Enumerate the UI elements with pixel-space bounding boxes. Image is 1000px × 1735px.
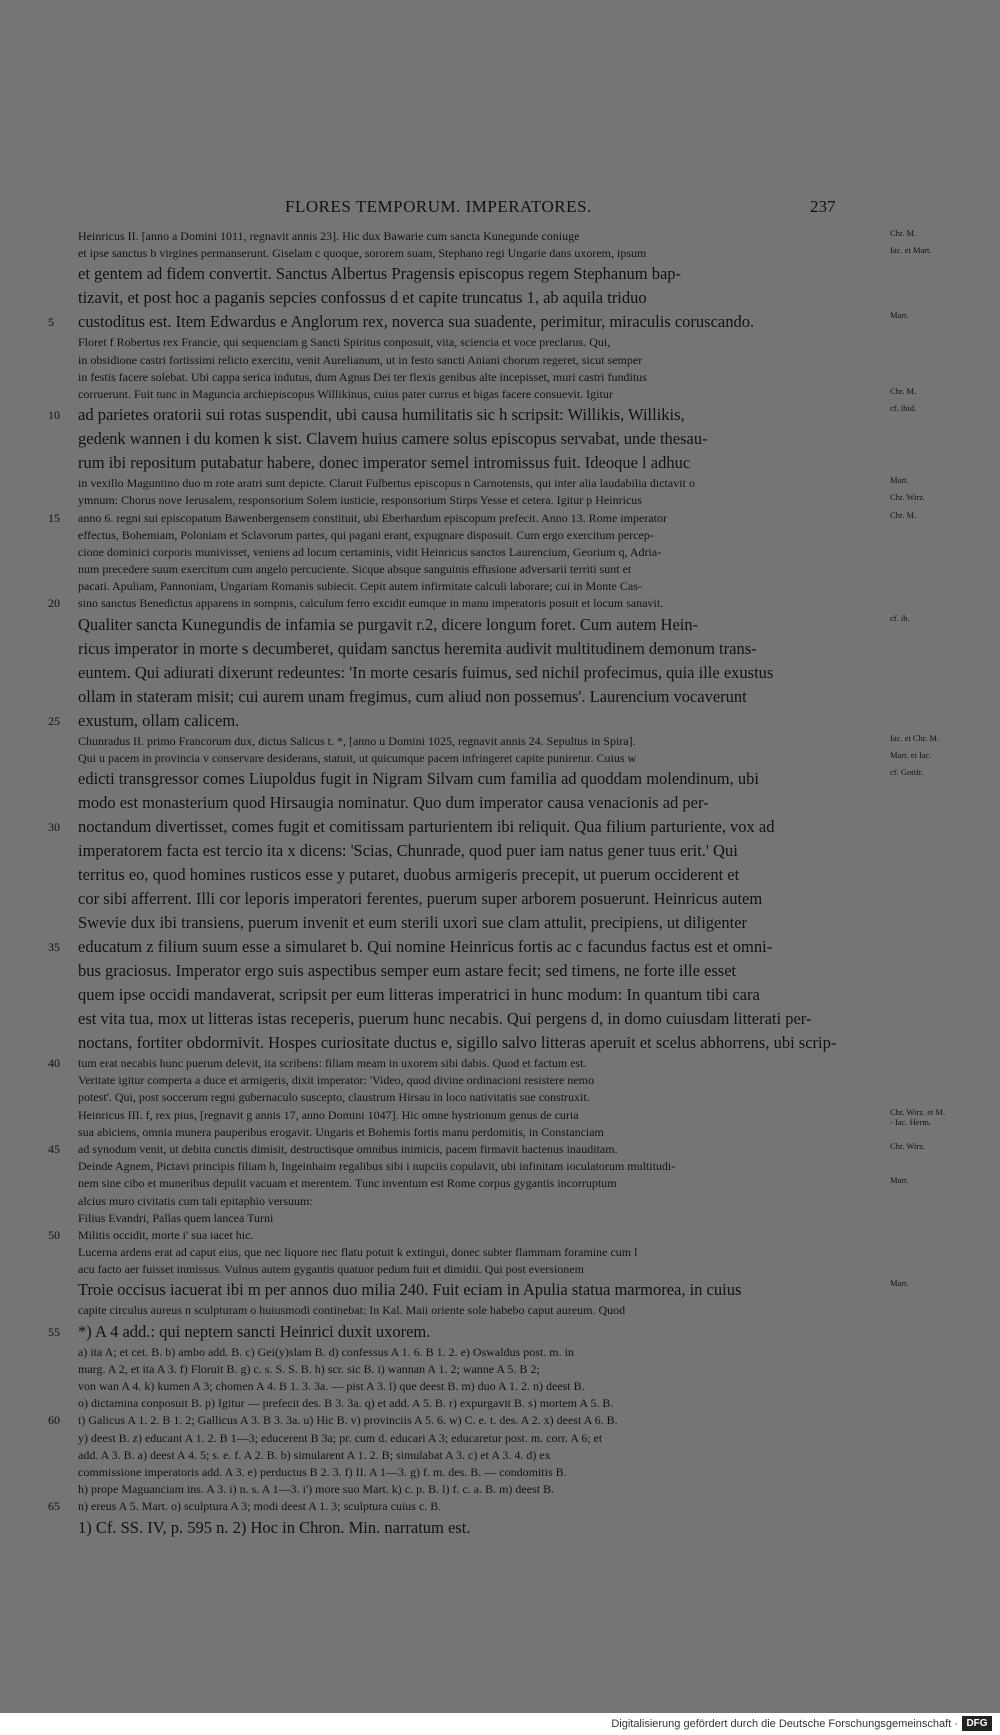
line-text: cor sibi afferrent. Illi cor leporis imperatori ferentes, puerum super arborem posuerunt. Heinricus autem xyxy=(78,889,763,908)
text-line xyxy=(48,510,948,527)
line-text: ad synodum venit, ut debita cunctis dimisit, destructisque omnibus inimicis, pacem firmavit hactenus inauditam. xyxy=(78,1141,618,1156)
line-text: in festis facere solebat. Ubi cappa serica indutus, dum Agnus Dei ter flexis genibus alte incepisset, muri castri funditus xyxy=(78,369,647,384)
text-line xyxy=(48,403,948,427)
line-text: ymnum: Chorus nove Ierusalem, responsorium Solem iusticie, responsorium Stirps Yesse et cetera. Igitur p Heinricus xyxy=(78,493,642,508)
text-line xyxy=(48,1089,948,1106)
line-number: 55 xyxy=(48,1324,60,1339)
margin-note: Iac. et Mart. xyxy=(890,245,932,256)
text-line xyxy=(48,245,948,262)
text-line xyxy=(48,427,948,451)
text-line xyxy=(48,935,948,959)
line-text: ricus imperator in morte s decumberet, quidam sanctus heremita audivit multitudinem demonum trans- xyxy=(78,638,757,658)
line-text: marg. A 2, et ita A 3. f) Floruit B. g) c. s. S. S. B. h) scr. sic B. i) wannan A 1. 2; wanne A 5. B 2; xyxy=(78,1361,540,1376)
margin-note: Mart. xyxy=(890,1278,909,1289)
text-line xyxy=(48,310,948,334)
line-text: t) Galicus A 1. 2. B 1. 2; Gallicus A 3. B 3. 3a. u) Hic B. v) provinciis A 5. 6. w) C. e. t. des. A 2. x) deest A 6. B. xyxy=(78,1413,618,1428)
text-line xyxy=(48,527,948,544)
margin-note: cf. Gotifr. xyxy=(890,767,924,777)
text-line xyxy=(48,1278,948,1302)
line-text: est vita tua, mox ut litteras istas receperis, puerum hunc necabis. Qui pergens d, in domo cuiusdam litterati per- xyxy=(78,1009,812,1028)
line-text: educatum z filium suum esse a simularet b. Qui nomine Heinricus fortis ac c facundus factus est et omni- xyxy=(78,937,773,956)
text-line xyxy=(48,733,948,750)
line-number: 10 xyxy=(48,408,60,423)
text-line xyxy=(48,595,948,612)
text-line xyxy=(48,791,948,815)
line-number: 5 xyxy=(48,315,54,330)
text-line xyxy=(48,286,948,310)
line-text: potest'. Qui, post soccerum regni gubernaculo suscepto, claustrum Hirsau in loco nativitatis sue construxit. xyxy=(78,1090,590,1105)
line-number: 20 xyxy=(48,596,60,611)
text-line xyxy=(48,334,948,351)
line-number: 15 xyxy=(48,510,60,525)
line-text: Swevie dux ibi transiens, puerum invenit et eum sterili uxori sue clam attulit, precipiens, ut diligenter xyxy=(78,913,748,932)
text-line xyxy=(48,767,948,791)
line-text: Filius Evandri, Pallas quem lancea Turni xyxy=(78,1210,274,1225)
line-text: Veritate igitur comperta a duce et armigeris, dixit imperator: 'Video, quod divine ordinacioni resistere nemo xyxy=(78,1073,594,1088)
line-text: num precedere suum exercitum cum angelo percuciente. Sicque absque sanguinis effusione adversarii territi sunt et xyxy=(78,562,632,577)
text-line xyxy=(48,815,948,839)
text-line xyxy=(48,1007,948,1031)
text-line xyxy=(48,1447,948,1464)
text-line xyxy=(48,1302,948,1319)
line-text: imperatorem facta est tercio ita x dicens: 'Scias, Chunrade, quod puer iam natus gener tuus erit.' Qui xyxy=(78,841,738,860)
line-text: tizavit, et post hoc a paganis sepcies confossus d et capite truncatus 1, ab aquila triduo xyxy=(78,288,647,308)
line-text: Qui u pacem in provincia v conservare desiderans, statuit, ut quicumque pacem infringeret capite puniretur. Cuius w xyxy=(78,750,637,765)
text-line xyxy=(48,369,948,386)
line-text: et ipse sanctus b virgines permanserunt. Giselam c quoque, sororem suam, Stephano regi Ungarie dans uxorem, ipsum xyxy=(78,246,647,261)
line-text: gedenk wannen i du komen k sist. Clavem huius camere solus episcopus servabat, unde thesau- xyxy=(78,429,708,449)
line-text: add. A 3. B. a) deest A 4. 5; s. e. f. A 2. B. b) simularent A 1. 2. B; simulabat A 3. c) et A 3. 4. d) ex xyxy=(78,1447,551,1462)
line-text: pacati. Apuliam, Pannoniam, Ungariam Romanis subiecit. Cepit autem infirmitate calculi laborare; cui in Monte Cas- xyxy=(78,579,642,594)
text-line xyxy=(48,863,948,887)
line-number: 60 xyxy=(48,1413,60,1428)
text-line xyxy=(48,1193,948,1210)
line-text: ollam in stateram misit; cui aurem unam fregimus, cum aliud non possemus'. Laurencium vocaverunt xyxy=(78,686,747,706)
text-line xyxy=(48,475,948,492)
text-line xyxy=(48,1124,948,1141)
line-text: corruerunt. Fuit tunc in Maguncia archiepiscopus Willikinus, cuius pater currus et bigas facere consuevit. Igitur xyxy=(78,386,613,401)
line-text: o) dictamina conposuit B. p) Igitur — prefecit des. B 3. 3a. q) et add. A 5. B. r) expurgavit B. s) mortem A 5. B. xyxy=(78,1396,614,1411)
text-line xyxy=(48,1175,948,1192)
line-text: a) ita A; et cet. B. b) ambo add. B. c) Gei(y)slam B. d) confessus A 1. 6. B 1. 2. e) Oswaldus post. m. in xyxy=(78,1344,574,1359)
text-line xyxy=(48,1210,948,1227)
text-line xyxy=(48,544,948,561)
text-line xyxy=(48,1430,948,1447)
line-text: cione dominici corporis munivisset, veniens ad locum certaminis, vidit Heinricus sanctos Laurencium, Georium q, Adria- xyxy=(78,544,662,559)
text-line xyxy=(48,1481,948,1498)
text-line xyxy=(48,1141,948,1158)
line-text: y) deest B. z) educant A 1. 2. B 1—3; educerent B 3a; pr. cum d. educari A 3; educaretur post. m. corr. A 6; et xyxy=(78,1430,603,1445)
line-text: exustum, ollam calicem. xyxy=(78,710,240,730)
line-text: custoditus est. Item Edwardus e Anglorum rex, noverca sua suadente, perimitur, miraculis coruscando. xyxy=(78,312,755,332)
line-text: in vexillo Maguntino duo m rote aratri sunt depicte. Claruit Fulbertus episcopus n Carnotensis, qui inter alia laudabilia dictavit o xyxy=(78,476,695,491)
text-line xyxy=(48,983,948,1007)
line-text: Chunradus II. primo Francorum dux, dictus Salicus t. *, [anno u Domini 1025, regnavit annis 24. Sepultus in Spira]. xyxy=(78,733,636,748)
line-text: tum erat necabis hunc puerum delevit, ita scribens: filiam meam in uxorem sibi dabis. Quod et factum est. xyxy=(78,1056,587,1070)
text-line xyxy=(48,613,948,637)
text-line xyxy=(48,1106,948,1127)
text-line xyxy=(48,1072,948,1089)
text-line xyxy=(48,1261,948,1278)
line-text: Qualiter sancta Kunegundis de infamia se purgavit r.2, dicere longum foret. Cum autem Hein- xyxy=(78,614,699,634)
text-line xyxy=(48,1361,948,1378)
text-line xyxy=(48,451,948,475)
line-text: h) prope Maguanciam ins. A 3. i) n. s. A 1—3. i') more suo Mart. k) c. p. B. l) f. c. a. B. m) deest B. xyxy=(78,1482,555,1497)
text-line xyxy=(48,1395,948,1412)
margin-note: Chr. Wirz. xyxy=(890,492,926,503)
text-line xyxy=(48,1412,948,1429)
text-line xyxy=(48,1378,948,1395)
digitization-credit: Digitalisierung gefördert durch die Deutsche Forschungsgemeinschaft · xyxy=(611,1718,958,1730)
text-line xyxy=(48,709,948,733)
line-text: in obsidione castri fortissimi relicto exercitu, venit Aurelianum, ut in festo sancti Aniani chorum regeret, sicut semper xyxy=(78,352,643,367)
line-text: euntem. Qui adiurati dixerunt redeuntes: 'In morte cesaris fuimus, sed nichil profecimus, quia ille exustus xyxy=(78,662,774,682)
text-line xyxy=(48,1320,948,1344)
text-line xyxy=(48,386,948,403)
margin-note: Chr. M. xyxy=(890,509,917,520)
line-text: Heinricus III. f, rex pius, [regnavit g annis 17, anno Domini 1047]. Hic omne hystrionum genus de curia xyxy=(78,1107,579,1122)
line-text: anno 6. regni sui episcopatum Bawenbergensem constituit, ubi Eberhardum episcopum prefecit. Anno 13. Rome imperator xyxy=(78,510,667,525)
line-number: 30 xyxy=(48,820,60,834)
text-line xyxy=(48,1516,948,1540)
line-text: Lucerna ardens erat ad caput eius, que nec liquore nec flatu potuit k extingui, donec subter flammam foramine cum l xyxy=(78,1245,638,1260)
line-text: noctans, fortiter obdormivit. Hospes curiositate ductus e, sigillo salvo litteras aperuit et scelus abhorrens, ubi scrip- xyxy=(78,1033,837,1052)
footer-bar xyxy=(0,1713,1000,1735)
line-text: sino sanctus Benedictus apparens in sompnis, calculum ferro excidit eumque in manu imperatoris posuit et locum sanavit. xyxy=(78,596,664,611)
line-text: sua abiciens, omnia munera pauperibus erogavit. Ungaris et Bohemis fortis manu perdomitis, in Constanciam xyxy=(78,1124,604,1139)
line-text: acu facto aer fuisset inmissus. Vulnus autem gygantis quatuor pedum fuit et dimidii. Qui post eversionem xyxy=(78,1262,584,1277)
margin-note: Chr. M. xyxy=(890,228,917,238)
margin-note: cf. ib. xyxy=(890,612,910,623)
margin-note: Mart. et Iac. xyxy=(890,749,932,760)
text-line xyxy=(48,1158,948,1175)
line-text: alcius muro civitatis cum tali epitaphio versuum: xyxy=(78,1193,313,1208)
line-text: edicti transgressor comes Liupoldus fugit in Nigram Silvam cum familia ad quoddam molendinum, ubi xyxy=(78,769,759,788)
line-text: nem sine cibo et muneribus depulit vacuam et merentem. Tunc inventum est Rome corpus gygantis incorruptum xyxy=(78,1176,617,1191)
line-number: 40 xyxy=(48,1056,60,1070)
text-line xyxy=(48,911,948,935)
text-line xyxy=(48,1498,948,1515)
margin-note: Chr. Wirz. et M. - Iac. Herm. xyxy=(890,1106,946,1127)
text-line xyxy=(48,1031,948,1055)
line-text: territus eo, quod homines rusticos esse y putaret, duobus armigeris precepit, ut puerum occiderent et xyxy=(78,865,740,884)
line-number: 25 xyxy=(48,713,60,728)
line-text: modo est monasterium quod Hirsaugia nominatur. Quo dum imperator causa venacionis ad per- xyxy=(78,793,709,812)
text-body xyxy=(48,228,948,1540)
line-number: 35 xyxy=(48,940,60,954)
margin-note: Mart. xyxy=(890,310,909,321)
text-line xyxy=(48,750,948,767)
text-line xyxy=(48,661,948,685)
margin-note: Chr. M. xyxy=(890,385,917,396)
line-number: 50 xyxy=(48,1227,60,1242)
line-text: noctandum divertisset, comes fugit et comitissam parturientem ibi reliquit. Qua filium parturiente, vox ad xyxy=(78,817,775,836)
line-text: Deinde Agnem, Pictavi principis filiam h, Ingeinhaim regalibus sibi i nupciis copulavit, ubi infinitam ioculatorum multitudi- xyxy=(78,1159,676,1174)
page-number: 237 xyxy=(810,197,836,216)
line-number: 45 xyxy=(48,1141,60,1156)
text-line xyxy=(48,561,948,578)
margin-note: Iac. et Chr. M. xyxy=(890,732,940,743)
margin-note: Mart. xyxy=(890,1175,909,1186)
line-text: ad parietes oratorii sui rotas suspendit, ubi causa humilitatis sic h scripsit: Willikis, Willikis, xyxy=(78,405,685,425)
text-line xyxy=(48,492,948,509)
text-line xyxy=(48,228,948,245)
line-text: Troie occisus iacuerat ibi m per annos duo milia 240. Fuit eciam in Apulia statua marmorea, in cuius xyxy=(78,1280,742,1300)
text-line xyxy=(48,839,948,863)
line-text: 1) Cf. SS. IV, p. 595 n. 2) Hoc in Chron. Min. narratum est. xyxy=(78,1517,471,1537)
line-text: capite circulus aureus n sculpturam o huiusmodi continebat: In Kal. Maii oriente sole habebo caput aureum. Quod xyxy=(78,1303,626,1318)
line-text: bus graciosus. Imperator ergo suis aspectibus semper eum astare fecit; sed timens, ne forte ille esset xyxy=(78,961,737,980)
margin-note: Chr. Wirz. xyxy=(890,1140,926,1151)
margin-note: cf. ibid. xyxy=(890,403,917,414)
line-text: Militis occidit, morte i' sua iacet hic. xyxy=(78,1227,254,1242)
line-text: quem ipse occidi mandaverat, scripsit per eum litteras imperatrici in hunc modum: In quantum tibi cara xyxy=(78,985,760,1004)
line-number: 65 xyxy=(48,1499,60,1514)
text-line xyxy=(48,959,948,983)
text-line xyxy=(48,637,948,661)
line-text: Heinricus II. [anno a Domini 1011, regnavit annis 23]. Hic dux Bawarie cum sancta Kunegunde coniuge xyxy=(78,229,580,243)
text-line xyxy=(48,1055,948,1072)
line-text: von wan A 4. k) kumen A 3; chomen A 4. B 1. 3. 3a. — pist A 3. l) que deest B. m) duo A 1. 2. n) deest B. xyxy=(78,1379,585,1393)
line-text: *) A 4 add.: qui neptem sancti Heinrici duxit uxorem. xyxy=(78,1321,431,1341)
line-text: n) ereus A 5. Mart. o) sculptura A 3; modi deest A 1. 3; sculptura cuius c. B. xyxy=(78,1499,442,1514)
text-line xyxy=(48,352,948,369)
text-line xyxy=(48,1464,948,1481)
dfg-logo: DFG xyxy=(962,1716,992,1731)
line-text: Floret f Robertus rex Francie, qui sequenciam g Sancti Spiritus conposuit, vita, sciencia et voce preclarus. Qui, xyxy=(78,335,611,350)
text-line xyxy=(48,887,948,911)
line-text: commissione imperatoris add. A 3. e) perductus B 2. 3. f) II. A 1—3. g) f. m. des. B. — condomitis B. xyxy=(78,1464,567,1479)
text-line xyxy=(48,578,948,595)
line-text: et gentem ad fidem convertit. Sanctus Albertus Pragensis episcopus regem Stephanum bap- xyxy=(78,264,682,284)
running-title: FLORES TEMPORUM. IMPERATORES. xyxy=(285,197,592,216)
line-text: rum ibi repositum putabatur habere, donec imperator semel intromissus fuit. Ideoque l adhuc xyxy=(78,453,691,473)
page-header xyxy=(0,197,1000,219)
margin-note: Mart. xyxy=(890,475,909,486)
text-line xyxy=(48,1227,948,1244)
text-line xyxy=(48,1344,948,1361)
text-line xyxy=(48,1244,948,1261)
text-line xyxy=(48,685,948,709)
text-line xyxy=(48,262,948,286)
line-text: effectus, Bohemiam, Poloniam et Sclavorum partes, qui pagani erant, expugnare disposuit. Cum ergo exercitum percep- xyxy=(78,527,654,542)
